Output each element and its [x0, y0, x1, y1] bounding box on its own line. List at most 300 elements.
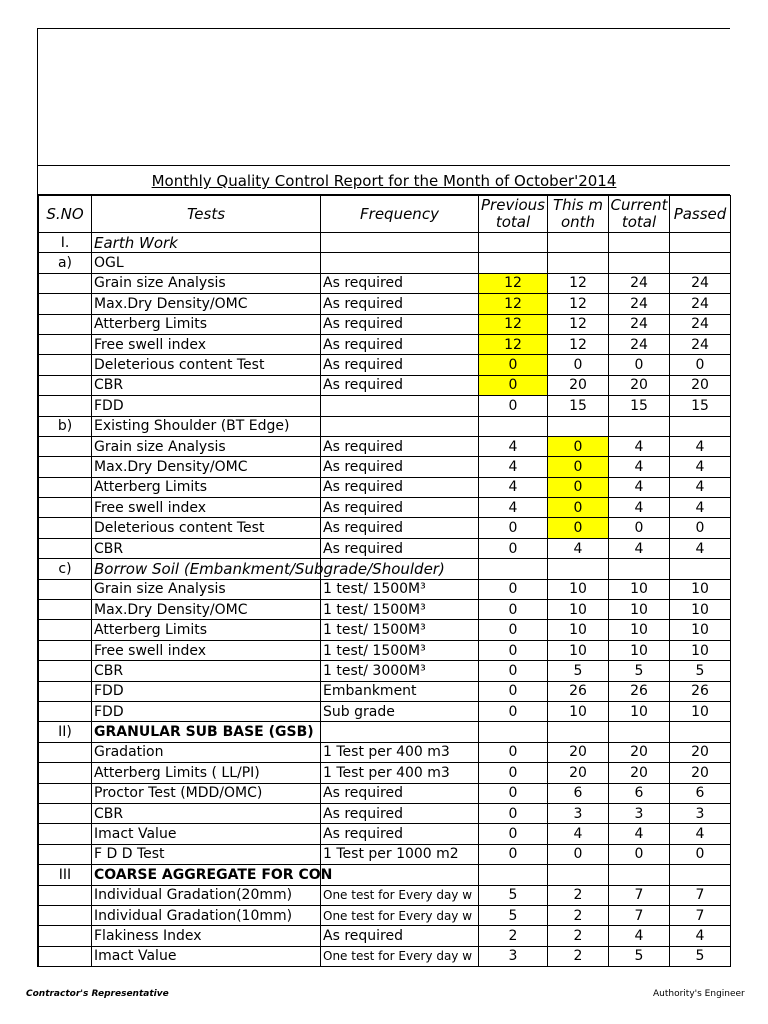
cell-freq: As required — [321, 518, 479, 538]
cell-current: 24 — [609, 334, 670, 354]
table-row — [39, 375, 731, 395]
table-row — [39, 314, 731, 334]
cell-prev: 12 — [479, 273, 548, 293]
cell-month: 0 — [548, 498, 609, 518]
cell-test: FDD — [92, 681, 321, 701]
cell-passed: 4 — [670, 926, 731, 946]
cell-month — [548, 233, 609, 253]
cell-sno: b) — [39, 416, 92, 436]
cell-freq: As required — [321, 803, 479, 823]
cell-passed: 10 — [670, 620, 731, 640]
cell-test: CBR — [92, 538, 321, 558]
cell-prev — [479, 416, 548, 436]
cell-test: FDD — [92, 396, 321, 416]
cell-freq: As required — [321, 477, 479, 497]
cell-test: Atterberg Limits — [92, 620, 321, 640]
table-row — [39, 334, 731, 354]
cell-month: 0 — [548, 355, 609, 375]
table-row — [39, 273, 731, 293]
cell-sno — [39, 844, 92, 864]
cell-month: 10 — [548, 640, 609, 660]
cell-freq: One test for Every day w — [321, 905, 479, 925]
cell-month: 12 — [548, 294, 609, 314]
table-row — [39, 579, 731, 599]
cell-test: Earth Work — [92, 233, 321, 253]
cell-test: Max.Dry Density/OMC — [92, 294, 321, 314]
cell-passed — [670, 722, 731, 742]
cell-current — [609, 722, 670, 742]
cell-current: 0 — [609, 844, 670, 864]
cell-passed: 10 — [670, 579, 731, 599]
header-frequency: Frequency — [321, 196, 479, 233]
cell-freq: One test for Every day w — [321, 885, 479, 905]
header-current-total: Current total — [609, 196, 670, 233]
cell-passed: 4 — [670, 457, 731, 477]
cell-month: 0 — [548, 477, 609, 497]
cell-sno — [39, 538, 92, 558]
cell-current: 5 — [609, 661, 670, 681]
cell-prev: 0 — [479, 396, 548, 416]
cell-current: 10 — [609, 620, 670, 640]
cell-test: GRANULAR SUB BASE (GSB) — [92, 722, 321, 742]
cell-passed: 7 — [670, 885, 731, 905]
cell-month: 2 — [548, 885, 609, 905]
table-row — [39, 436, 731, 456]
cell-sno — [39, 498, 92, 518]
cell-prev: 5 — [479, 905, 548, 925]
cell-sno — [39, 375, 92, 395]
cell-freq: Embankment — [321, 681, 479, 701]
table-row — [39, 294, 731, 314]
header-blank-area — [38, 28, 730, 166]
cell-current: 24 — [609, 314, 670, 334]
cell-test: Atterberg Limits ( LL/PI) — [92, 763, 321, 783]
cell-prev — [479, 722, 548, 742]
cell-sno — [39, 661, 92, 681]
cell-prev: 0 — [479, 538, 548, 558]
cell-freq: 1 Test per 400 m3 — [321, 742, 479, 762]
cell-prev: 5 — [479, 885, 548, 905]
engineer-signature-label: Authority's Engineer — [653, 989, 745, 999]
table-row — [39, 701, 731, 721]
cell-month: 2 — [548, 946, 609, 966]
cell-passed — [670, 416, 731, 436]
table-row — [39, 742, 731, 762]
cell-freq: 1 Test per 400 m3 — [321, 763, 479, 783]
cell-month: 0 — [548, 436, 609, 456]
cell-test: Grain size Analysis — [92, 579, 321, 599]
cell-prev: 0 — [479, 640, 548, 660]
cell-month — [548, 416, 609, 436]
table-row — [39, 844, 731, 864]
cell-freq: As required — [321, 294, 479, 314]
cell-test: Atterberg Limits — [92, 314, 321, 334]
cell-prev: 0 — [479, 701, 548, 721]
cell-test: CBR — [92, 661, 321, 681]
cell-current: 6 — [609, 783, 670, 803]
cell-sno: II) — [39, 722, 92, 742]
cell-prev — [479, 233, 548, 253]
cell-current — [609, 559, 670, 579]
cell-current — [609, 416, 670, 436]
cell-passed: 0 — [670, 844, 731, 864]
cell-test: Atterberg Limits — [92, 477, 321, 497]
cell-test: Free swell index — [92, 334, 321, 354]
cell-passed: 0 — [670, 355, 731, 375]
cell-current: 4 — [609, 824, 670, 844]
cell-sno — [39, 600, 92, 620]
cell-sno — [39, 885, 92, 905]
cell-freq: Sub grade — [321, 701, 479, 721]
cell-passed: 10 — [670, 701, 731, 721]
cell-current: 10 — [609, 579, 670, 599]
cell-freq: As required — [321, 273, 479, 293]
cell-current: 20 — [609, 375, 670, 395]
cell-current: 10 — [609, 640, 670, 660]
table-row — [39, 620, 731, 640]
cell-test: F D D Test — [92, 844, 321, 864]
cell-test: Deleterious content Test — [92, 355, 321, 375]
cell-month: 5 — [548, 661, 609, 681]
cell-sno: a) — [39, 253, 92, 273]
table-header-row — [39, 196, 731, 233]
cell-month: 10 — [548, 600, 609, 620]
cell-prev: 0 — [479, 824, 548, 844]
cell-current: 4 — [609, 477, 670, 497]
table-row — [39, 600, 731, 620]
header-previous-total: Previous total — [479, 196, 548, 233]
cell-prev: 4 — [479, 457, 548, 477]
cell-month: 20 — [548, 763, 609, 783]
cell-month: 2 — [548, 926, 609, 946]
cell-prev: 12 — [479, 294, 548, 314]
table-row — [39, 926, 731, 946]
cell-current: 20 — [609, 763, 670, 783]
cell-prev: 0 — [479, 375, 548, 395]
cell-month — [548, 559, 609, 579]
cell-current: 4 — [609, 436, 670, 456]
cell-freq — [321, 396, 479, 416]
cell-passed: 10 — [670, 640, 731, 660]
cell-current: 4 — [609, 926, 670, 946]
cell-freq — [321, 253, 479, 273]
table-row — [39, 457, 731, 477]
cell-passed: 24 — [670, 294, 731, 314]
cell-current: 4 — [609, 538, 670, 558]
cell-prev: 0 — [479, 844, 548, 864]
cell-month: 10 — [548, 701, 609, 721]
cell-prev — [479, 559, 548, 579]
cell-current: 4 — [609, 457, 670, 477]
cell-passed — [670, 559, 731, 579]
cell-sno — [39, 742, 92, 762]
cell-sno — [39, 763, 92, 783]
table-row — [39, 803, 731, 823]
cell-freq: 1 test/ 1500M³ — [321, 579, 479, 599]
cell-sno — [39, 640, 92, 660]
report-title: Monthly Quality Control Report for the Month of October'2014 — [38, 166, 730, 195]
cell-current: 26 — [609, 681, 670, 701]
cell-current — [609, 253, 670, 273]
cell-freq: One test for Every day w — [321, 946, 479, 966]
cell-test: Max.Dry Density/OMC — [92, 457, 321, 477]
cell-sno: c) — [39, 559, 92, 579]
cell-month — [548, 722, 609, 742]
cell-freq: 1 test/ 1500M³ — [321, 640, 479, 660]
cell-prev: 12 — [479, 314, 548, 334]
table-row — [39, 885, 731, 905]
cell-passed — [670, 253, 731, 273]
cell-freq — [321, 722, 479, 742]
cell-sno — [39, 701, 92, 721]
cell-test: Flakiness Index — [92, 926, 321, 946]
table-row — [39, 640, 731, 660]
cell-passed: 7 — [670, 905, 731, 925]
cell-prev: 4 — [479, 436, 548, 456]
header-tests: Tests — [92, 196, 321, 233]
header-sno: S.NO — [39, 196, 92, 233]
cell-sno — [39, 946, 92, 966]
cell-freq: As required — [321, 457, 479, 477]
cell-test: Individual Gradation(10mm) — [92, 905, 321, 925]
table-row — [39, 946, 731, 966]
cell-passed: 4 — [670, 436, 731, 456]
cell-sno — [39, 273, 92, 293]
table-row — [39, 396, 731, 416]
cell-sno — [39, 579, 92, 599]
cell-month: 0 — [548, 457, 609, 477]
cell-freq: 1 test/ 3000M³ — [321, 661, 479, 681]
cell-passed: 20 — [670, 742, 731, 762]
cell-prev: 4 — [479, 477, 548, 497]
cell-test: CBR — [92, 375, 321, 395]
cell-passed: 24 — [670, 314, 731, 334]
cell-passed: 10 — [670, 600, 731, 620]
cell-sno — [39, 355, 92, 375]
cell-current: 10 — [609, 701, 670, 721]
cell-current: 4 — [609, 498, 670, 518]
table-row — [39, 824, 731, 844]
cell-passed: 5 — [670, 946, 731, 966]
table-row — [39, 681, 731, 701]
cell-sno — [39, 518, 92, 538]
cell-test: Grain size Analysis — [92, 273, 321, 293]
table-row — [39, 865, 731, 885]
cell-current: 7 — [609, 905, 670, 925]
cell-month: 12 — [548, 273, 609, 293]
cell-test: Borrow Soil (Embankment/Subgrade/Shoulder) — [92, 559, 321, 579]
cell-freq: As required — [321, 355, 479, 375]
table-row — [39, 763, 731, 783]
cell-passed: 20 — [670, 763, 731, 783]
cell-sno — [39, 436, 92, 456]
table-row — [39, 783, 731, 803]
cell-sno — [39, 824, 92, 844]
cell-freq: 1 Test per 1000 m2 — [321, 844, 479, 864]
cell-freq: As required — [321, 824, 479, 844]
cell-prev: 0 — [479, 518, 548, 538]
cell-current — [609, 233, 670, 253]
cell-freq: As required — [321, 926, 479, 946]
table-row — [39, 559, 731, 579]
cell-test: Imact Value — [92, 946, 321, 966]
cell-month — [548, 865, 609, 885]
cell-passed: 4 — [670, 477, 731, 497]
cell-month: 20 — [548, 375, 609, 395]
cell-sno — [39, 681, 92, 701]
cell-month: 0 — [548, 844, 609, 864]
cell-prev — [479, 865, 548, 885]
cell-sno — [39, 294, 92, 314]
table-row — [39, 722, 731, 742]
cell-test: Gradation — [92, 742, 321, 762]
cell-passed: 24 — [670, 273, 731, 293]
cell-passed: 5 — [670, 661, 731, 681]
cell-sno — [39, 457, 92, 477]
cell-sno — [39, 620, 92, 640]
cell-test: Max.Dry Density/OMC — [92, 600, 321, 620]
cell-current: 15 — [609, 396, 670, 416]
cell-current: 20 — [609, 742, 670, 762]
cell-freq: As required — [321, 314, 479, 334]
cell-test: OGL — [92, 253, 321, 273]
cell-sno: III — [39, 865, 92, 885]
cell-freq: As required — [321, 375, 479, 395]
cell-passed — [670, 865, 731, 885]
cell-current: 24 — [609, 294, 670, 314]
cell-sno — [39, 477, 92, 497]
cell-sno: I. — [39, 233, 92, 253]
cell-freq: As required — [321, 498, 479, 518]
cell-current: 5 — [609, 946, 670, 966]
cell-passed: 20 — [670, 375, 731, 395]
cell-prev: 2 — [479, 926, 548, 946]
cell-freq — [321, 865, 479, 885]
cell-freq — [321, 416, 479, 436]
cell-prev: 0 — [479, 355, 548, 375]
cell-prev: 4 — [479, 498, 548, 518]
cell-test: CBR — [92, 803, 321, 823]
cell-passed: 4 — [670, 498, 731, 518]
cell-passed: 0 — [670, 518, 731, 538]
cell-prev: 0 — [479, 742, 548, 762]
cell-sno — [39, 314, 92, 334]
table-row — [39, 661, 731, 681]
cell-month: 2 — [548, 905, 609, 925]
cell-month: 0 — [548, 518, 609, 538]
cell-sno — [39, 803, 92, 823]
cell-passed: 24 — [670, 334, 731, 354]
cell-freq: As required — [321, 334, 479, 354]
cell-test: FDD — [92, 701, 321, 721]
cell-current: 0 — [609, 355, 670, 375]
cell-passed: 4 — [670, 538, 731, 558]
cell-freq: As required — [321, 436, 479, 456]
cell-prev: 0 — [479, 763, 548, 783]
table-row — [39, 355, 731, 375]
table-row — [39, 253, 731, 273]
cell-passed — [670, 233, 731, 253]
cell-prev: 0 — [479, 600, 548, 620]
cell-prev: 0 — [479, 681, 548, 701]
cell-sno — [39, 905, 92, 925]
table-row — [39, 905, 731, 925]
quality-control-table — [38, 195, 731, 967]
table-body — [39, 233, 731, 967]
cell-test: COARSE AGGREGATE FOR CON — [92, 865, 321, 885]
cell-prev — [479, 253, 548, 273]
cell-sno — [39, 783, 92, 803]
cell-month: 20 — [548, 742, 609, 762]
cell-test: Existing Shoulder (BT Edge) — [92, 416, 321, 436]
cell-prev: 3 — [479, 946, 548, 966]
table-row — [39, 233, 731, 253]
cell-test: Deleterious content Test — [92, 518, 321, 538]
cell-month: 15 — [548, 396, 609, 416]
cell-test: Individual Gradation(20mm) — [92, 885, 321, 905]
cell-passed: 15 — [670, 396, 731, 416]
cell-current: 7 — [609, 885, 670, 905]
cell-month: 12 — [548, 334, 609, 354]
cell-month — [548, 253, 609, 273]
cell-freq: As required — [321, 538, 479, 558]
cell-freq — [321, 233, 479, 253]
cell-test: Free swell index — [92, 498, 321, 518]
table-row — [39, 538, 731, 558]
cell-passed: 4 — [670, 824, 731, 844]
cell-current: 10 — [609, 600, 670, 620]
cell-current — [609, 865, 670, 885]
cell-month: 10 — [548, 620, 609, 640]
cell-freq: As required — [321, 783, 479, 803]
cell-month: 6 — [548, 783, 609, 803]
cell-freq: 1 test/ 1500M³ — [321, 620, 479, 640]
cell-month: 3 — [548, 803, 609, 823]
cell-test: Grain size Analysis — [92, 436, 321, 456]
cell-current: 0 — [609, 518, 670, 538]
cell-month: 12 — [548, 314, 609, 334]
cell-test: Imact Value — [92, 824, 321, 844]
cell-passed: 6 — [670, 783, 731, 803]
cell-prev: 0 — [479, 620, 548, 640]
report-sheet — [37, 28, 730, 967]
cell-current: 24 — [609, 273, 670, 293]
header-this-month: This month — [548, 196, 609, 233]
table-row — [39, 416, 731, 436]
cell-month: 26 — [548, 681, 609, 701]
cell-test: Proctor Test (MDD/OMC) — [92, 783, 321, 803]
header-passed: Passed — [670, 196, 731, 233]
table-row — [39, 518, 731, 538]
cell-prev: 0 — [479, 661, 548, 681]
cell-sno — [39, 334, 92, 354]
cell-freq: 1 test/ 1500M³ — [321, 600, 479, 620]
cell-prev: 0 — [479, 803, 548, 823]
cell-sno — [39, 396, 92, 416]
cell-sno — [39, 926, 92, 946]
cell-prev: 0 — [479, 579, 548, 599]
cell-prev: 12 — [479, 334, 548, 354]
table-row — [39, 498, 731, 518]
cell-test: Free swell index — [92, 640, 321, 660]
cell-month: 10 — [548, 579, 609, 599]
cell-current: 3 — [609, 803, 670, 823]
cell-passed: 26 — [670, 681, 731, 701]
contractor-signature-label: Contractor's Representative — [26, 989, 169, 999]
cell-month: 4 — [548, 824, 609, 844]
cell-prev: 0 — [479, 783, 548, 803]
table-row — [39, 477, 731, 497]
